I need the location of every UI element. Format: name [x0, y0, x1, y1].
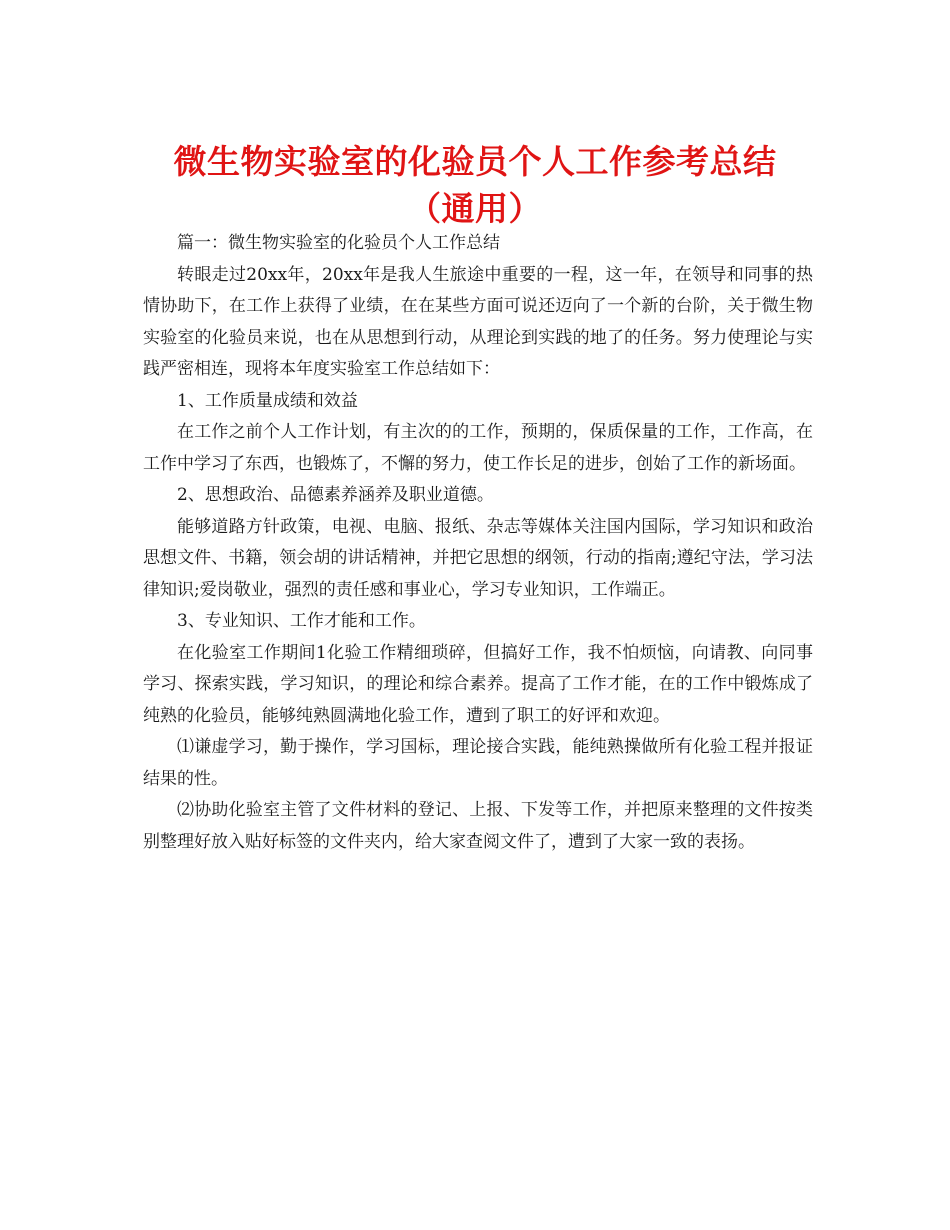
paragraph: 能够道路方针政策，电视、电脑、报纸、杂志等媒体关注国内国际，学习知识和政治思想文件、书籍，领会胡的讲话精神，并把它思想的纲领，行动的指南;遵纪守法，学习法律知识;爱岗敬业，强烈的责任感和事业心，学习专业知识，工作端正。	[143, 516, 813, 600]
subheading: 2、思想政治、品德素养涵养及职业道德。	[177, 485, 494, 505]
paragraph: 转眼走过20xx年，20xx年是我人生旅途中重要的一程，这一年，在领导和同事的热情协助下，在工作上获得了业绩，在在某些方面可说还迈向了一个新的台阶，关于微生物实验室的化验员来说，也在从思想到行动，从理论到实践的地了的任务。努力使理论与实践严密相连，现将本年度实验室工作总结如下：	[143, 264, 813, 379]
list-item: ⑵协助化验室主管了文件材料的登记、上报、下发等工作，并把原来整理的文件按类别整理好放入贴好标签的文件夹内，给大家查阅文件了，遭到了大家一致的表扬。	[143, 800, 813, 852]
paragraph: 在工作之前个人工作计划，有主次的的工作，预期的，保质保量的工作，工作高，在工作中学习了东西，也锻炼了，不懈的努力，使工作长足的进步，创始了工作的新场面。	[143, 422, 813, 474]
subheading: 3、专业知识、工作才能和工作。	[177, 611, 426, 631]
section-heading: 篇一：微生物实验室的化验员个人工作总结	[177, 233, 500, 253]
paragraph: 在化验室工作期间1化验工作精细琐碎，但搞好工作，我不怕烦恼，向请教、向同事学习、探索实践，学习知识，的理论和综合素养。提高了工作才能，在的工作中锻炼成了纯熟的化验员，能够纯熟圆满地化验工作，遭到了职工的好评和欢迎。	[143, 642, 813, 726]
document-body	[143, 228, 813, 858]
list-item: ⑴谦虚学习，勤于操作，学习国标，理论接合实践，能纯熟操做所有化验工程并报证结果的性。	[143, 737, 813, 789]
subheading: 1、工作质量成绩和效益	[177, 390, 358, 411]
document-title: 微生物实验室的化验员个人工作参考总结（通用）	[173, 142, 777, 228]
